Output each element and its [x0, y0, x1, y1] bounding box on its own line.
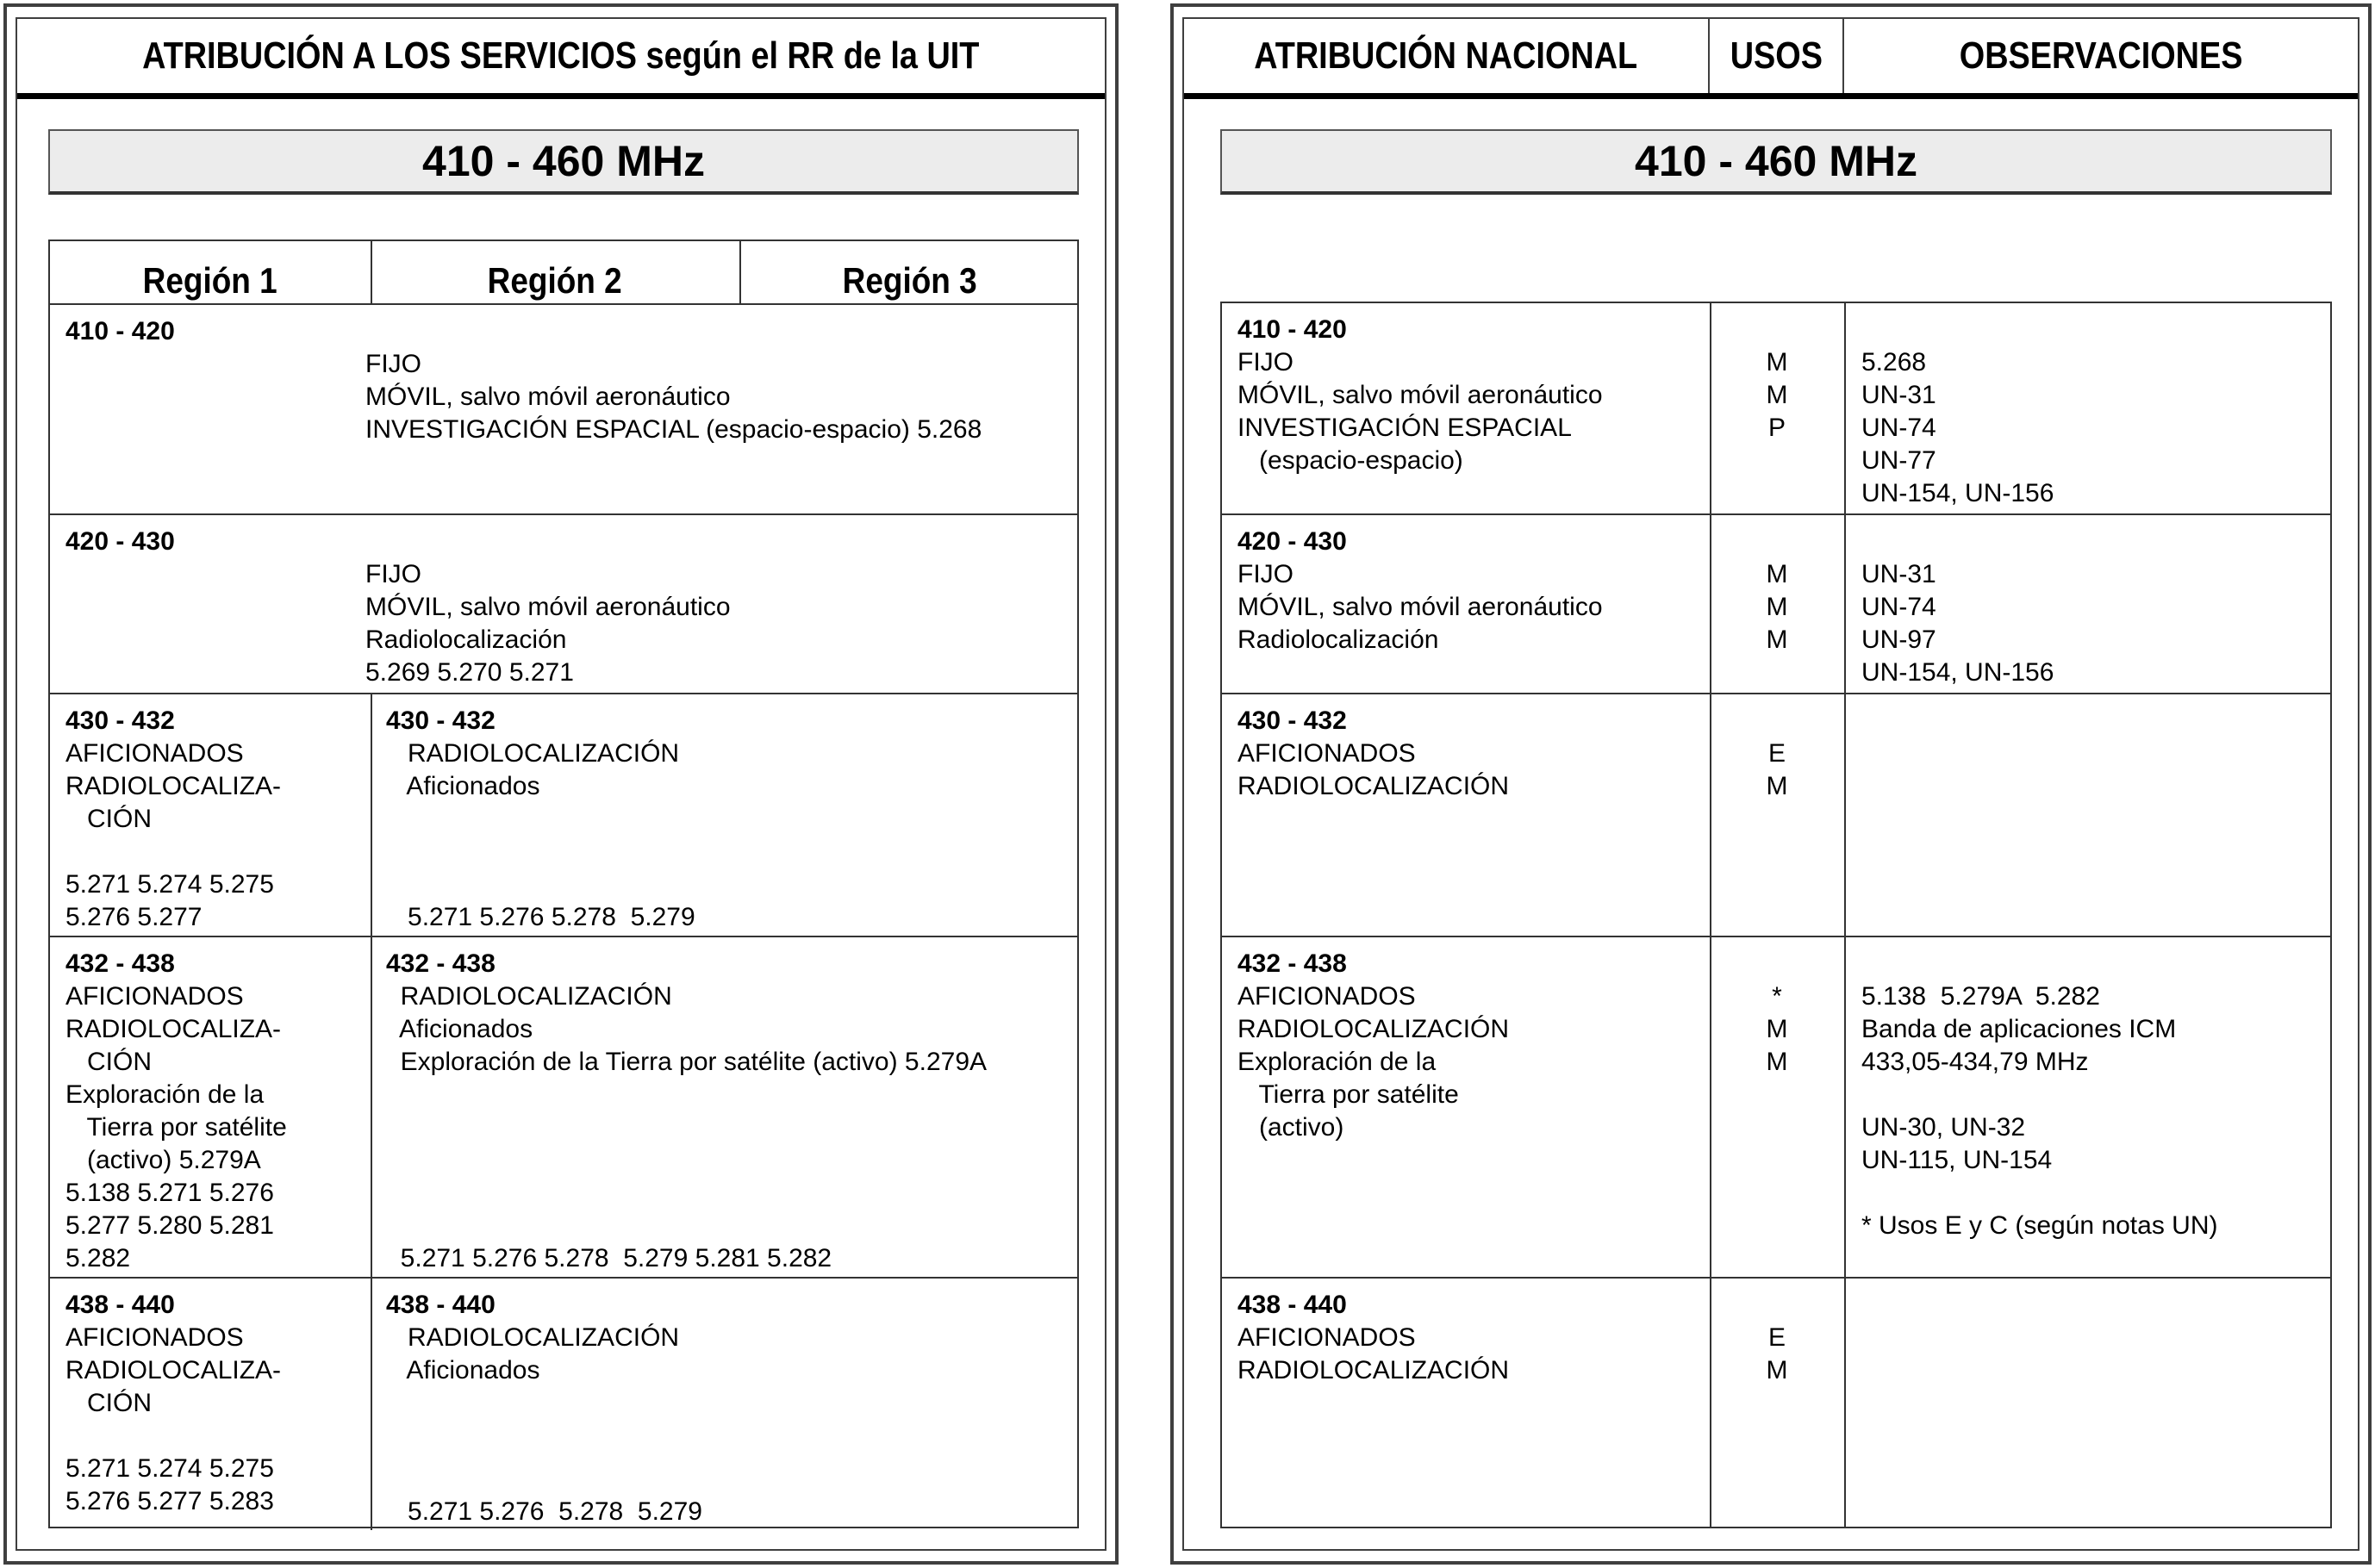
observation-line: UN-154, UN-156	[1861, 479, 2054, 507]
region-1-service-line: CIÓN	[65, 805, 153, 833]
region-1-service-line: AFICIONADOS	[65, 982, 244, 1011]
region-23-service-line: RADIOLOCALIZACIÓN	[386, 982, 672, 1011]
national-service-line: RADIOLOCALIZACIÓN	[1237, 1356, 1510, 1384]
national-service-line: (espacio-espacio)	[1237, 446, 1463, 475]
national-allocation-table	[1220, 302, 2332, 1528]
national-header	[1184, 19, 2358, 99]
region-1-service-line: (activo) 5.279A	[65, 1146, 261, 1174]
band-range: 420 - 430	[1237, 527, 1347, 556]
usos-code: M	[1766, 625, 1788, 654]
region-divider	[371, 694, 372, 936]
service-line: Radiolocalización	[365, 625, 567, 654]
itu-band-title: 410 - 460 MHz	[48, 129, 1079, 195]
national-row	[1222, 936, 2330, 1277]
observation-line: 433,05-434,79 MHz	[1861, 1048, 2089, 1076]
itu-allocation-panel	[3, 3, 1119, 1565]
obs-header-title: OBSERVACIONES	[1959, 34, 2243, 77]
national-service-line: INVESTIGACIÓN ESPACIAL	[1237, 414, 1572, 442]
region-1-service-line: RADIOLOCALIZA-	[65, 1015, 282, 1043]
observation-line: 5.138 5.279A 5.282	[1861, 982, 2100, 1011]
region-23-service-line: Aficionados	[386, 1356, 540, 1384]
observation-line: UN-74	[1861, 414, 1936, 442]
service-line: INVESTIGACIÓN ESPACIAL (espacio-espacio) 5.268	[365, 415, 982, 444]
usos-header-title: USOS	[1730, 34, 1823, 77]
region-1-service-line: 5.276 5.277 5.283	[65, 1487, 274, 1515]
region-1-band-range: 432 - 438	[65, 949, 175, 978]
region-1-service-line: Tierra por satélite	[65, 1113, 287, 1142]
national-service-line: Exploración de la	[1237, 1048, 1437, 1076]
observation-line: UN-97	[1861, 625, 1936, 654]
region-1-service-line: 5.277 5.280 5.281	[65, 1211, 274, 1240]
observation-line: UN-31	[1861, 381, 1936, 409]
observation-line: 5.268	[1861, 348, 1927, 376]
region-1-service-line: RADIOLOCALIZA-	[65, 772, 282, 800]
allocation-row	[50, 936, 1077, 1277]
region-23-band-range: 432 - 438	[386, 949, 496, 978]
region-1-service-line: 5.271 5.274 5.275	[65, 1454, 274, 1483]
national-row	[1222, 693, 2330, 936]
allocation-row	[50, 1277, 1077, 1530]
region-divider	[371, 937, 372, 1277]
region-divider	[739, 241, 741, 303]
region-1-service-line: 5.276 5.277	[65, 903, 203, 931]
service-line: 5.269 5.270 5.271	[365, 658, 574, 687]
band-range: 410 - 420	[1237, 315, 1347, 344]
itu-header	[17, 19, 1105, 99]
national-service-line: FIJO	[1237, 560, 1293, 588]
national-row	[1222, 513, 2330, 693]
observation-line: UN-115, UN-154	[1861, 1146, 2053, 1174]
national-service-line: FIJO	[1237, 348, 1293, 376]
region-1-service-line: CIÓN	[65, 1389, 153, 1417]
band-range: 430 - 432	[1237, 706, 1347, 735]
region-1-service-line: CIÓN	[65, 1048, 153, 1076]
observation-line: UN-31	[1861, 560, 1936, 588]
usos-code: M	[1766, 1356, 1788, 1384]
national-band-title: 410 - 460 MHz	[1220, 129, 2332, 195]
band-range: 432 - 438	[1237, 949, 1347, 978]
region-1-band-range: 438 - 440	[65, 1291, 175, 1319]
allocation-row	[50, 303, 1077, 513]
itu-header-title: ATRIBUCIÓN A LOS SERVICIOS según el RR de la UIT	[142, 34, 980, 77]
band-range: 410 - 420	[65, 317, 175, 345]
usos-code: M	[1766, 381, 1788, 409]
region-1-service-line: 5.138 5.271 5.276	[65, 1179, 274, 1207]
usos-code: M	[1766, 772, 1788, 800]
national-service-line: Tierra por satélite	[1237, 1080, 1459, 1109]
national-service-line: Radiolocalización	[1237, 625, 1439, 654]
allocation-row	[50, 513, 1077, 693]
region-divider	[371, 241, 372, 303]
region-divider	[371, 1279, 372, 1530]
national-service-line: RADIOLOCALIZACIÓN	[1237, 1015, 1510, 1043]
region-1-service-line: 5.271 5.274 5.275	[65, 870, 274, 899]
observation-line: * Usos E y C (según notas UN)	[1861, 1211, 2218, 1240]
region-1-band-range: 430 - 432	[65, 706, 175, 735]
service-line: MÓVIL, salvo móvil aeronáutico	[365, 383, 731, 411]
national-service-line: MÓVIL, salvo móvil aeronáutico	[1237, 381, 1603, 409]
band-range: 438 - 440	[1237, 1291, 1347, 1319]
national-header-title: ATRIBUCIÓN NACIONAL	[1254, 34, 1638, 77]
region-1-service-line: 5.282	[65, 1244, 131, 1272]
observation-line: UN-74	[1861, 593, 1936, 621]
usos-code: M	[1766, 593, 1788, 621]
national-service-line: AFICIONADOS	[1237, 1323, 1416, 1352]
usos-code: M	[1766, 560, 1788, 588]
national-allocation-panel	[1170, 3, 2372, 1565]
itu-allocation-table	[48, 240, 1079, 1528]
service-line: FIJO	[365, 350, 421, 378]
region-23-service-line: RADIOLOCALIZACIÓN	[386, 739, 680, 768]
national-allocation-frame	[1182, 17, 2359, 1551]
region-23-service-line: Aficionados	[386, 1015, 533, 1043]
national-service-line: MÓVIL, salvo móvil aeronáutico	[1237, 593, 1603, 621]
allocation-row	[50, 693, 1077, 936]
region-1-service-line: Exploración de la	[65, 1080, 265, 1109]
region-23-service-line: Aficionados	[386, 772, 540, 800]
itu-allocation-frame	[16, 17, 1106, 1551]
region-1-service-line: RADIOLOCALIZA-	[65, 1356, 282, 1384]
usos-code: *	[1772, 982, 1782, 1011]
national-service-line: AFICIONADOS	[1237, 982, 1416, 1011]
region-23-band-range: 438 - 440	[386, 1291, 496, 1319]
region-2-header: Región 2	[487, 260, 623, 301]
service-line: FIJO	[365, 560, 421, 588]
national-service-line: RADIOLOCALIZACIÓN	[1237, 772, 1510, 800]
national-service-line: (activo)	[1237, 1113, 1344, 1142]
usos-code: M	[1766, 1015, 1788, 1043]
usos-code: M	[1766, 348, 1788, 376]
usos-code: P	[1767, 414, 1786, 442]
region-23-band-range: 430 - 432	[386, 706, 496, 735]
national-row	[1222, 1277, 2330, 1530]
usos-code: E	[1767, 1323, 1786, 1352]
region-1-service-line: AFICIONADOS	[65, 1323, 244, 1352]
region-23-footnotes: 5.271 5.276 5.278 5.279	[386, 903, 695, 931]
region-1-header: Región 1	[142, 260, 278, 301]
national-row	[1222, 303, 2330, 513]
region-3-header: Región 3	[842, 260, 978, 301]
usos-code: E	[1767, 739, 1786, 768]
observation-line: UN-154, UN-156	[1861, 658, 2054, 687]
usos-code: M	[1766, 1048, 1788, 1076]
region-23-service-line: RADIOLOCALIZACIÓN	[386, 1323, 680, 1352]
service-line: MÓVIL, salvo móvil aeronáutico	[365, 593, 731, 621]
region-23-footnotes: 5.271 5.276 5.278 5.279	[386, 1497, 702, 1526]
observation-line: UN-30, UN-32	[1861, 1113, 2026, 1142]
observation-line: UN-77	[1861, 446, 1936, 475]
band-range: 420 - 430	[65, 527, 175, 556]
national-service-line: AFICIONADOS	[1237, 739, 1416, 768]
region-1-service-line: AFICIONADOS	[65, 739, 244, 768]
observation-line: Banda de aplicaciones ICM	[1861, 1015, 2177, 1043]
region-23-footnotes: 5.271 5.276 5.278 5.279 5.281 5.282	[386, 1244, 832, 1272]
region-23-service-line: Exploración de la Tierra por satélite (activo) 5.279A	[386, 1048, 988, 1076]
